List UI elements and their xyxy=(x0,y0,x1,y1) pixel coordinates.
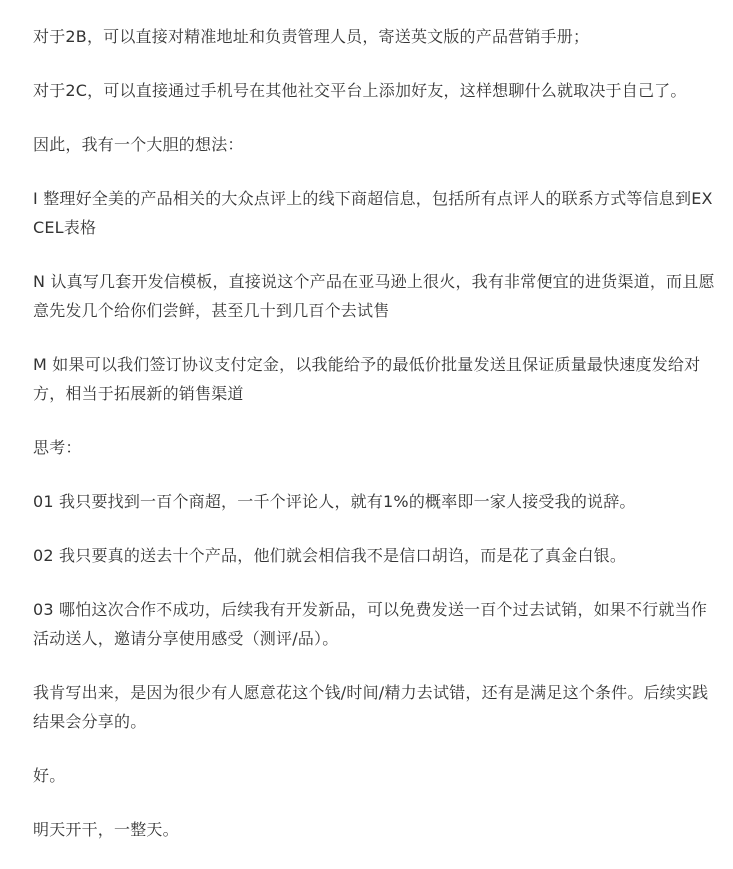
paragraph-point-03: 03 哪怕这次合作不成功，后续我有开发新品，可以免费发送一百个过去试销，如果不行就当作活动送人，邀请分享使用感受（测评/品）。 xyxy=(33,600,708,648)
paragraph-point-02: 02 我只要真的送去十个产品，他们就会相信我不是信口胡诌，而是花了真金白银。 xyxy=(33,546,627,565)
paragraph-why-share: 我肯写出来，是因为很少有人愿意花这个钱/时间/精力去试错，还有是满足这个条件。后续实践结果会分享的。 xyxy=(33,683,709,731)
paragraph-idea-intro: 因此，我有一个大胆的想法： xyxy=(33,135,244,154)
paragraph-ok: 好。 xyxy=(33,766,66,785)
paragraph-point-01: 01 我只要找到一百个商超，一千个评论人，就有1%的概率即一家人接受我的说辞。 xyxy=(33,492,636,511)
paragraph-step-m: M 如果可以我们签订协议支付定金，以我能给予的最低价批量发送且保证质量最快速度发给对方，相当于拓展新的销售渠道 xyxy=(33,355,701,403)
paragraph-tomorrow: 明天开干，一整天。 xyxy=(33,820,179,839)
paragraph-2c: 对于2C，可以直接通过手机号在其他社交平台上添加好友，这样想聊什么就取决于自己了。 xyxy=(33,81,687,100)
paragraph-thinking-heading: 思考： xyxy=(33,438,82,457)
paragraph-step-i: I 整理好全美的产品相关的大众点评上的线下商超信息，包括所有点评人的联系方式等信息到EXCEL表格 xyxy=(33,189,713,237)
paragraph-step-n: N 认真写几套开发信模板，直接说这个产品在亚马逊上很火，我有非常便宜的进货渠道，而且愿意先发几个给你们尝鲜，甚至几十到几百个去试售 xyxy=(33,272,715,320)
article-body xyxy=(33,22,718,844)
paragraph-2b: 对于2B，可以直接对精准地址和负责管理人员，寄送英文版的产品营销手册； xyxy=(33,27,590,46)
